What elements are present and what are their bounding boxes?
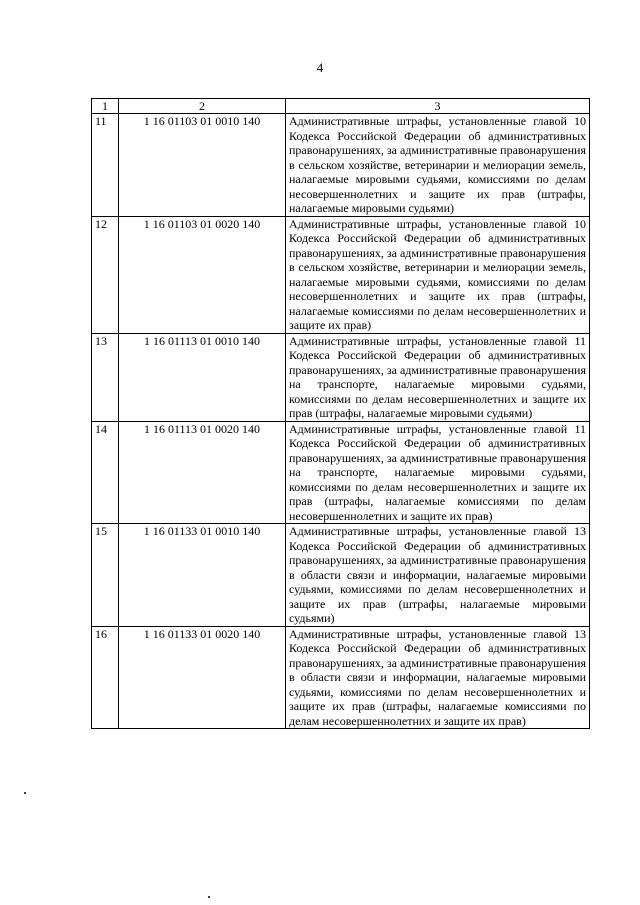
row-number: 14 — [92, 421, 119, 524]
scan-speck — [24, 792, 26, 794]
header-row — [92, 99, 590, 114]
header-col-1: 1 — [92, 99, 119, 114]
row-description: Административные штрафы, установленные главой 13 Кодекса Российской Федерации об административных правонарушениях, за административные правонарушения в области связи и информации, налагаемые мировыми судьями, комиссиями по делам несовершеннолетних и защите их прав (штрафы, налагаемые мировыми судьями) — [286, 524, 590, 627]
row-number: 16 — [92, 626, 119, 729]
scan-speck — [208, 896, 210, 898]
row-number: 11 — [92, 114, 119, 217]
budget-code: 1 16 01103 01 0010 140 — [119, 114, 286, 217]
budget-code: 1 16 01113 01 0010 140 — [119, 333, 286, 421]
budget-code: 1 16 01133 01 0020 140 — [119, 626, 286, 729]
table-row — [92, 216, 590, 333]
row-description: Административные штрафы, установленные главой 13 Кодекса Российской Федерации об административных правонарушениях, за административные правонарушения в области связи и информации, налагаемые мировыми судьями, комиссиями по делам несовершеннолетних и защите их прав (штрафы, налагаемые комиссиями по делам несовершеннолетних и защите их прав) — [286, 626, 590, 729]
budget-code: 1 16 01103 01 0020 140 — [119, 216, 286, 333]
table-row — [92, 524, 590, 627]
page-number: 4 — [316, 60, 324, 75]
row-description: Административные штрафы, установленные главой 10 Кодекса Российской Федерации об административных правонарушениях, за административные правонарушения в сельском хозяйстве, ветеринарии и мелиорации земель, налагаемые мировыми судьями, комиссиями по делам несовершеннолетних и защите их прав (штрафы, налагаемые комиссиями по делам несовершеннолетних и защите их прав) — [286, 216, 590, 333]
table-row — [92, 114, 590, 217]
row-description: Административные штрафы, установленные главой 11 Кодекса Российской Федерации об административных правонарушениях, за административные правонарушения на транспорте, налагаемые мировыми судьями, комиссиями по делам несовершеннолетних и защите их прав (штрафы, налагаемые мировыми судьями) — [286, 333, 590, 421]
row-number: 12 — [92, 216, 119, 333]
table-row — [92, 421, 590, 524]
revenue-codes-table — [91, 98, 590, 729]
budget-code: 1 16 01113 01 0020 140 — [119, 421, 286, 524]
row-number: 13 — [92, 333, 119, 421]
budget-code: 1 16 01133 01 0010 140 — [119, 524, 286, 627]
header-col-2: 2 — [119, 99, 286, 114]
table-row — [92, 333, 590, 421]
table-body — [92, 114, 590, 729]
row-description: Административные штрафы, установленные главой 11 Кодекса Российской Федерации об административных правонарушениях, за административные правонарушения на транспорте, налагаемые мировыми судьями, комиссиями по делам несовершеннолетних и защите их прав (штрафы, налагаемые комиссиями по делам несовершеннолетних и защите их прав) — [286, 421, 590, 524]
table-row — [92, 626, 590, 729]
row-number: 15 — [92, 524, 119, 627]
header-col-3: 3 — [286, 99, 590, 114]
table-header — [92, 99, 590, 114]
row-description: Административные штрафы, установленные главой 10 Кодекса Российской Федерации об административных правонарушениях, за административные правонарушения в сельском хозяйстве, ветеринарии и мелиорации земель, налагаемые мировыми судьями, комиссиями по делам несовершеннолетних и защите их прав (штрафы, налагаемые мировыми судьями) — [286, 114, 590, 217]
